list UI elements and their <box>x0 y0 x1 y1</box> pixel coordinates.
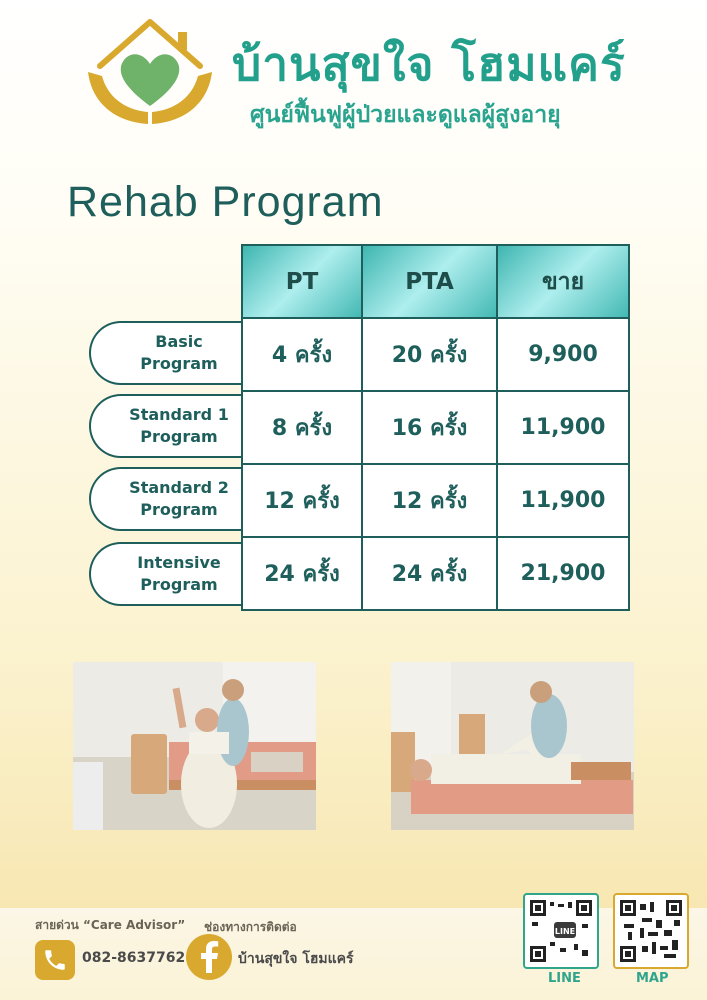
row-label-line1: Standard 1 <box>129 405 229 425</box>
heart-house-hands-icon <box>82 18 218 130</box>
row-label-basic <box>89 321 259 385</box>
map-qr-code[interactable] <box>613 893 689 969</box>
header-pt: PT <box>243 246 363 319</box>
map-qr-label: MAP <box>636 971 669 986</box>
line-qr-center-text: LINE <box>554 927 576 936</box>
cell-price: 21,900 <box>520 561 606 586</box>
cell-pta-sessions: 16 ครั้ง <box>363 392 498 465</box>
row-label-standard-1 <box>89 394 259 458</box>
brand-tagline: ศูนย์ฟื้นฟูผู้ป่วยและดูแลผู้สูงอายุ <box>250 102 561 128</box>
section-title: Rehab Program <box>67 178 384 226</box>
cell-price: 11,900 <box>498 465 628 538</box>
cell-pt-sessions: 4 ครั้ง <box>243 319 363 392</box>
therapist-leg-stretch-photo <box>391 662 634 830</box>
row-label-line2: Program <box>140 575 218 594</box>
row-label-line1: Standard 2 <box>129 478 229 498</box>
cell-pta-sessions: 20 ครั้ง <box>363 319 498 392</box>
cell-pt-sessions: 8 ครั้ง <box>243 392 363 465</box>
brand-name: บ้านสุขใจ โฮมแคร์ <box>232 37 626 91</box>
row-label-standard-2 <box>89 467 259 531</box>
line-qr-label: LINE <box>548 971 581 986</box>
cell-pt-sessions: 24 ครั้ง <box>243 538 363 609</box>
line-qr-code[interactable] <box>523 893 599 969</box>
therapist-arm-stretch-photo <box>73 662 316 830</box>
cell-pt-sessions: 12 ครั้ง <box>243 465 363 538</box>
row-label-line1: Basic <box>155 332 203 352</box>
rehab-price-table <box>241 244 630 611</box>
row-label-line2: Program <box>140 427 218 446</box>
hotline-label: สายด่วน “Care Advisor” <box>35 918 186 932</box>
row-label-line1: Intensive <box>137 553 221 573</box>
cell-price: 11,900 <box>498 392 628 465</box>
header-price: ขาย <box>498 246 628 319</box>
row-label-line2: Program <box>140 500 218 519</box>
phone-icon[interactable] <box>35 940 75 980</box>
row-label-intensive <box>89 542 259 606</box>
header-pta: PTA <box>363 246 498 319</box>
contact-label: ช่องทางการติดต่อ <box>204 920 297 934</box>
cell-pta-sessions: 12 ครั้ง <box>363 465 498 538</box>
phone-number[interactable]: 082-8637762 <box>82 950 186 966</box>
brand-logo <box>82 18 218 130</box>
facebook-icon[interactable] <box>186 934 232 980</box>
row-label-line2: Program <box>140 354 218 373</box>
cell-pta-sessions: 24 ครั้ง <box>363 538 498 609</box>
cell-price: 9,900 <box>498 319 628 392</box>
facebook-page-name[interactable]: บ้านสุขใจ โฮมแคร์ <box>238 951 354 967</box>
